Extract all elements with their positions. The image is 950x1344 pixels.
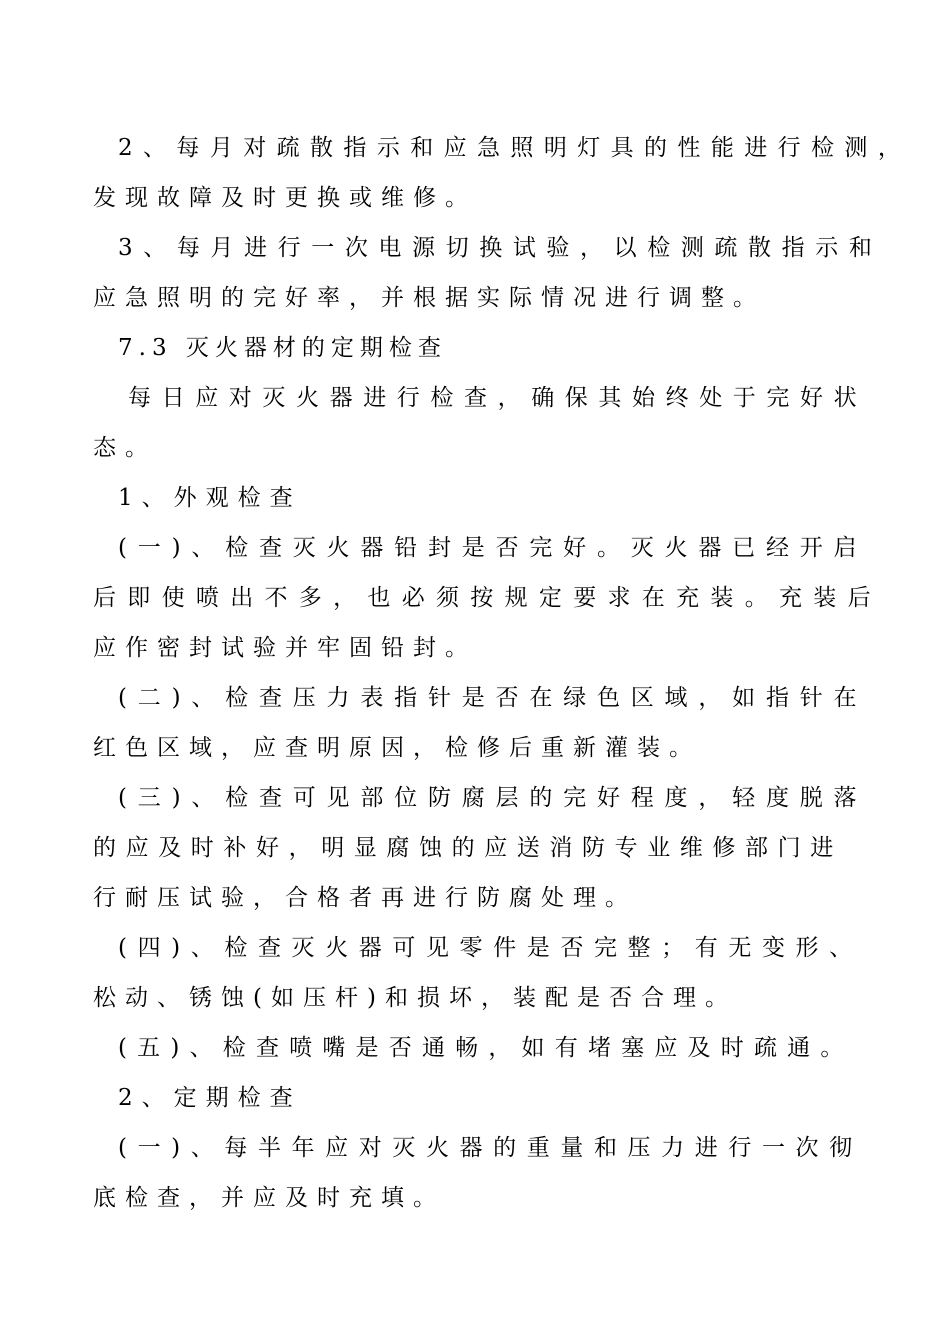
paragraph-line: (一)、每半年应对灭火器的重量和压力进行一次彻 — [118, 1135, 863, 1161]
paragraph-line: 红色区域，应查明原因，检修后重新灌装。 — [93, 735, 701, 761]
paragraph-line: 发现故障及时更换或维修。 — [93, 185, 477, 211]
paragraph-line: (一)、检查灭火器铅封是否完好。灭火器已经开启 — [118, 535, 868, 561]
paragraph-line: (二)、检查压力表指针是否在绿色区域，如指针在 — [118, 685, 868, 711]
paragraph-line: 3、每月进行一次电源切换试验，以检测疏散指示和 — [118, 235, 883, 261]
paragraph-line: 每日应对灭火器进行检查，确保其始终处于完好状 — [128, 385, 868, 411]
paragraph-line: 的应及时补好，明显腐蚀的应送消防专业维修部门进 — [93, 835, 843, 861]
paragraph-line: 底检查，并应及时充填。 — [93, 1185, 445, 1211]
paragraph-line: (五)、检查喷嘴是否通畅，如有堵塞应及时疏通。 — [118, 1035, 854, 1061]
paragraph-line: (四)、检查灭火器可见零件是否完整；有无变形、 — [118, 935, 863, 961]
paragraph-line: (三)、检查可见部位防腐层的完好程度，轻度脱落 — [118, 785, 868, 811]
paragraph-line: 行耐压试验，合格者再进行防腐处理。 — [93, 885, 637, 911]
subsection-heading: 2、定期检查 — [118, 1085, 302, 1111]
paragraph-line: 后即使喷出不多，也必须按规定要求在充装。充装后 — [93, 585, 882, 611]
paragraph-line: 2、每月对疏散指示和应急照明灯具的性能进行检测， — [118, 135, 912, 161]
paragraph-line: 松动、锈蚀(如压杆)和损坏，装配是否合理。 — [93, 985, 737, 1011]
subsection-heading: 1、外观检查 — [118, 485, 302, 511]
paragraph-line: 态。 — [93, 435, 157, 461]
section-heading: 7.3 灭火器材的定期检查 — [118, 335, 447, 361]
paragraph-line: 应作密封试验并牢固铅封。 — [93, 635, 477, 661]
paragraph-line: 应急照明的完好率，并根据实际情况进行调整。 — [93, 285, 765, 311]
